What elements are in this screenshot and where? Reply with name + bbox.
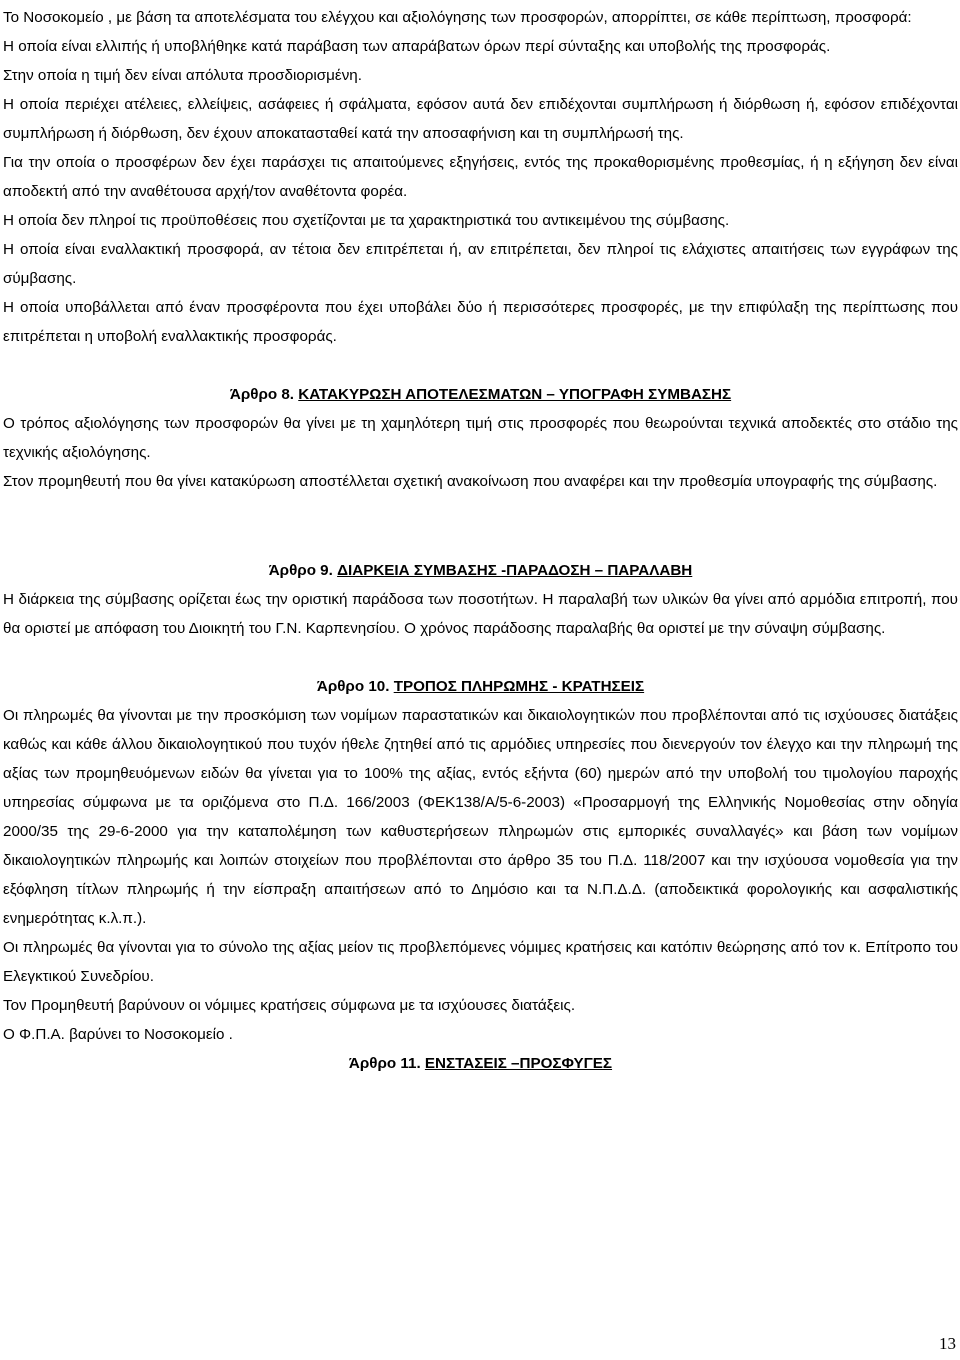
article-10-title: ΤΡΟΠΟΣ ΠΛΗΡΩΜΗΣ - ΚΡΑΤΗΣΕΙΣ <box>393 678 645 695</box>
article-10-paragraph-3: Τον Προμηθευτή βαρύνουν οι νόμιμες κρατήσεις σύμφωνα με τα ισχύουσες διατάξεις. <box>3 997 576 1014</box>
article-8-paragraph-1: Ο τρόπος αξιολόγησης των προσφορών θα γίνει με τη χαμηλότερη τιμή στις προσφορές που θεωρούνται τεχνικά αποδεκτές στο στάδιο της τεχνικής αξιολόγησης. <box>3 415 958 461</box>
article-9-paragraph-1: Η διάρκεια της σύμβασης ορίζεται έως την οριστική παράδοσα των ποσοτήτων. Η παραλαβή των υλικών θα γίνει από αρμόδια επιτροπή, που θα οριστεί με απόφαση του Διοικητή του Γ.Ν. Καρπενησίου. Ο χρόνος παράδοσης παραλαβής θα οριστεί με την σύναψη σύμβασης. <box>3 591 958 637</box>
spacer <box>3 496 958 556</box>
article-11-heading <box>3 1049 958 1078</box>
intro-paragraph-1: Το Νοσοκομείο , με βάση τα αποτελέσματα του ελέγχου και αξιολόγησης των προσφορών, απορρίπτει, σε κάθε περίπτωση, προσφορά: <box>3 9 912 26</box>
spacer <box>3 643 958 672</box>
intro-paragraph-8: Η οποία υποβάλλεται από έναν προσφέροντα που έχει υποβάλει δύο ή περισσότερες προσφορές, με την επιφύλαξη της περίπτωσης που επιτρέπεται η υποβολή εναλλακτικής προσφοράς. <box>3 299 958 345</box>
article-10-paragraph-4: Ο Φ.Π.Α. βαρύνει το Νοσοκομείο . <box>3 1026 233 1043</box>
article-8-paragraph-2: Στον προμηθευτή που θα γίνει κατακύρωση αποστέλλεται σχετική ανακοίνωση που αναφέρει και την προθεσμία υπογραφής της σύμβασης. <box>3 473 938 490</box>
intro-paragraph-2: Η οποία είναι ελλιπής ή υποβλήθηκε κατά παράβαση των απαράβατων όρων περί σύνταξης και υποβολής της προσφοράς. <box>3 38 831 55</box>
page-number: 13 <box>939 1334 956 1353</box>
article-10-heading <box>3 672 958 701</box>
intro-paragraph-6: Η οποία δεν πληροί τις προϋποθέσεις που σχετίζονται με τα χαρακτηριστικά του αντικειμένου της σύμβασης. <box>3 212 730 229</box>
article-10-number: Άρθρο 10. <box>316 678 390 695</box>
article-11-title: ΕΝΣΤΑΣΕΙΣ –ΠΡΟΣΦΥΓΕΣ <box>424 1055 613 1072</box>
intro-paragraph-5: Για την οποία ο προσφέρων δεν έχει παράσχει τις απαιτούμενες εξηγήσεις, εντός της προκαθορισμένης προθεσμίας, ή η εξήγηση δεν είναι αποδεκτή από την αναθέτουσα αρχή/τον αναθέτοντα φορέα. <box>3 154 958 200</box>
intro-paragraph-4: Η οποία περιέχει ατέλειες, ελλείψεις, ασάφειες ή σφάλματα, εφόσον αυτά δεν επιδέχονται συμπλήρωση ή διόρθωση ή, εφόσον επιδέχονται συμπλήρωση ή διόρθωση, δεν έχουν αποκατασταθεί κατά την αποσαφήνιση και τη συμπλήρωσή της. <box>3 96 958 142</box>
article-10-paragraph-2: Οι πληρωμές θα γίνονται για το σύνολο της αξίας μείον τις προβλεπόμενες νόμιμες κρατήσεις και κατόπιν θεώρησης από τον κ. Επίτροπο του Ελεγκτικού Συνεδρίου. <box>3 939 958 985</box>
intro-paragraph-3: Στην οποία η τιμή δεν είναι απόλυτα προσδιορισμένη. <box>3 67 362 84</box>
article-11-number: Άρθρο 11. <box>348 1055 421 1072</box>
article-8-heading <box>3 380 958 409</box>
article-10-paragraph-1: Οι πληρωμές θα γίνονται με την προσκόμιση των νομίμων παραστατικών και δικαιολογητικών που προβλέπονται από τις ισχύουσες διατάξεις καθώς και κάθε άλλου δικαιολογητικού που τυχόν ήθελε ζητηθεί από τις αρμόδιες υπηρεσίες που διενεργούν τον έλεγχο και την πληρωμή της αξίας των προμηθευόμενων ειδών θα γίνεται για το 100% της αξίας, εντός εξήντα (60) ημερών από την υποβολή του τιμολογίου παροχής υπηρεσίας σύμφωνα με τα οριζόμενα στο Π.Δ. 166/2003 (ΦΕΚ138/Α/5-6-2003) «Προσαρμογή της Ελληνικής Νομοθεσίας στην οδηγία 2000/35 της 29-6-2000 για την καταπολέμηση των καθυστερήσεων πληρωμών στις εμπορικές συναλλαγές» και βάση των νομίμων δικαιολογητικών πληρωμής και λοιπών στοιχείων που προβλέπονται στο άρθρο 35 του Π.Δ. 118/2007 και την ισχύουσα νομοθεσία για την εξόφληση τίτλων πληρωμής ή την είσπραξη απαιτήσεων από το Δημόσιο και τα Ν.Π.Δ.Δ. (αποδεικτικά φορολογικής και ασφαλιστικής ενημερότητας κ.λ.π.). <box>3 707 958 927</box>
spacer <box>3 351 958 380</box>
intro-paragraph-7: Η οποία είναι εναλλακτική προσφορά, αν τέτοια δεν επιτρέπεται ή, αν επιτρέπεται, δεν πληροί τις ελάχιστες απαιτήσεις των εγγράφων της σύμβασης. <box>3 241 958 287</box>
page-content <box>3 3 958 1078</box>
article-8-title: ΚΑΤΑΚΥΡΩΣΗ ΑΠΟΤΕΛΕΣΜΑΤΩΝ – ΥΠΟΓΡΑΦΗ ΣΥΜΒΑΣΗΣ <box>298 386 732 403</box>
article-9-title: ΔΙΑΡΚΕΙΑ ΣΥΜΒΑΣΗΣ -ΠΑΡΑΔΟΣΗ – ΠΑΡΑΛΑΒΗ <box>337 562 693 579</box>
article-9-heading <box>3 556 958 585</box>
article-9-number: Άρθρο 9. <box>268 562 333 579</box>
article-8-number: Άρθρο 8. <box>229 386 295 403</box>
